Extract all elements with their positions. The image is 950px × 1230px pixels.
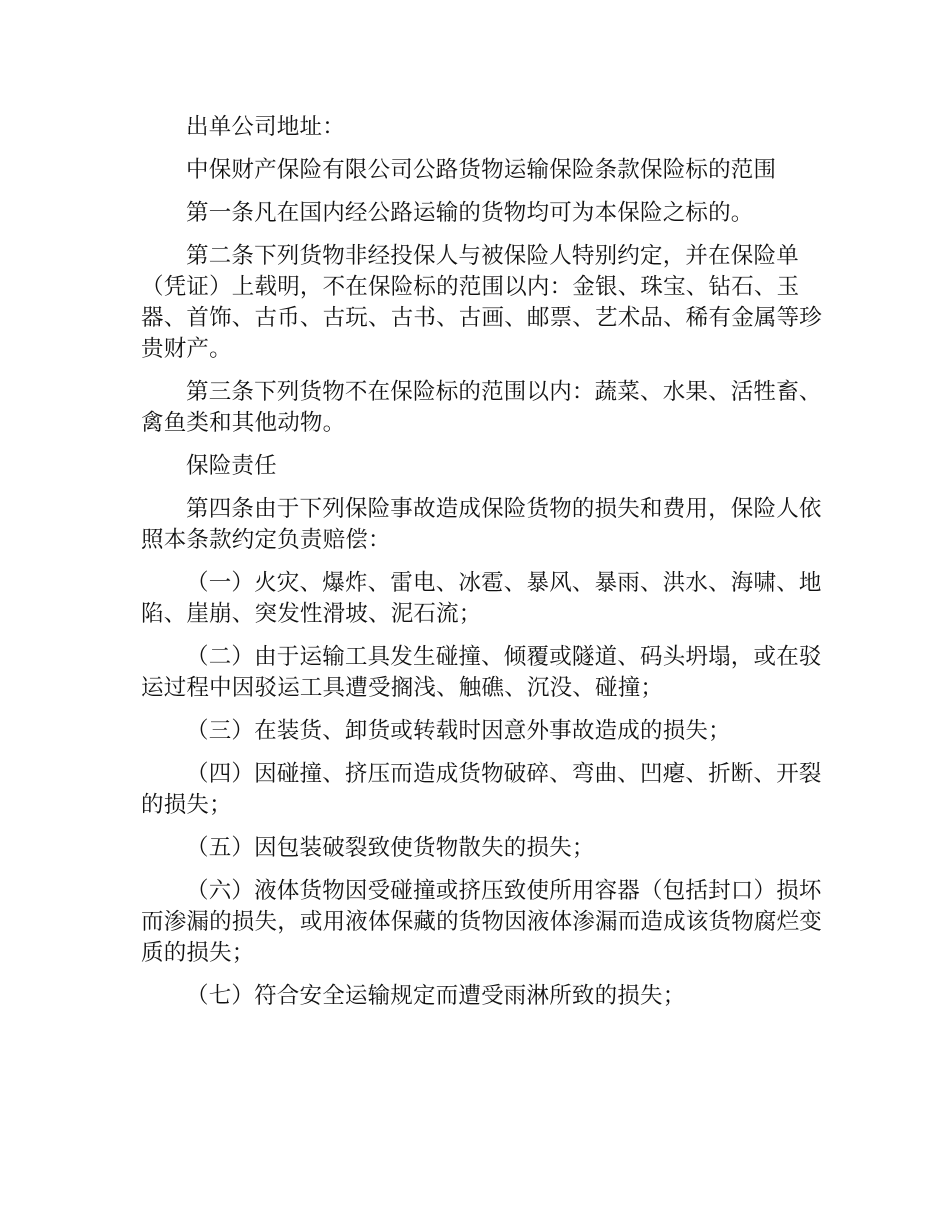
article-4: 第四条由于下列保险事故造成保险货物的损失和费用，保险人依照本条款约定负责赔偿： (141, 496, 822, 553)
liability-item-4: （四）因碰撞、挤压而造成货物破碎、弯曲、凹瘪、折断、开裂的损失； (141, 761, 822, 818)
article-1: 第一条凡在国内经公路运输的货物均可为本保险之标的。 (186, 200, 754, 226)
clause-title: 中保财产保险有限公司公路货物运输保险条款保险标的范围 (186, 157, 777, 183)
article-3: 第三条下列货物不在保险标的范围以内：蔬菜、水果、活牲畜、禽鱼类和其他动物。 (141, 379, 822, 436)
liability-item-6: （六）液体货物因受碰撞或挤压致使所用容器（包括封口）损坏而渗漏的损失，或用液体保藏的货物因液体渗漏而造成该货物腐烂变质的损失； (141, 878, 823, 966)
article-2: 第二条下列货物非经投保人与被保险人特别约定，并在保险单（凭证）上载明，不在保险标的范围以内：金银、珠宝、钻石、玉器、首饰、古币、古玩、古书、古画、邮票、艺术品、稀有金属等珍贵财产。 (141, 243, 823, 362)
liability-item-5: （五）因包装破裂致使货物散失的损失； (186, 835, 595, 861)
issuer-address-label: 出单公司地址： (186, 114, 345, 140)
liability-item-2: （二）由于运输工具发生碰撞、倾覆或隧道、码头坍塌，或在驳运过程中因驳运工具遭受搁浅、触礁、沉没、碰撞； (141, 644, 822, 701)
section-heading-liability: 保险责任 (186, 453, 277, 479)
document-body (141, 112, 831, 1024)
liability-item-1: （一）火灾、爆炸、雷电、冰雹、暴风、暴雨、洪水、海啸、地陷、崖崩、突发性滑坡、泥石流； (141, 570, 822, 627)
liability-item-3: （三）在装货、卸货或转载时因意外事故造成的损失； (186, 718, 731, 744)
liability-item-7: （七）符合安全运输规定而遭受雨淋所致的损失； (186, 983, 686, 1009)
